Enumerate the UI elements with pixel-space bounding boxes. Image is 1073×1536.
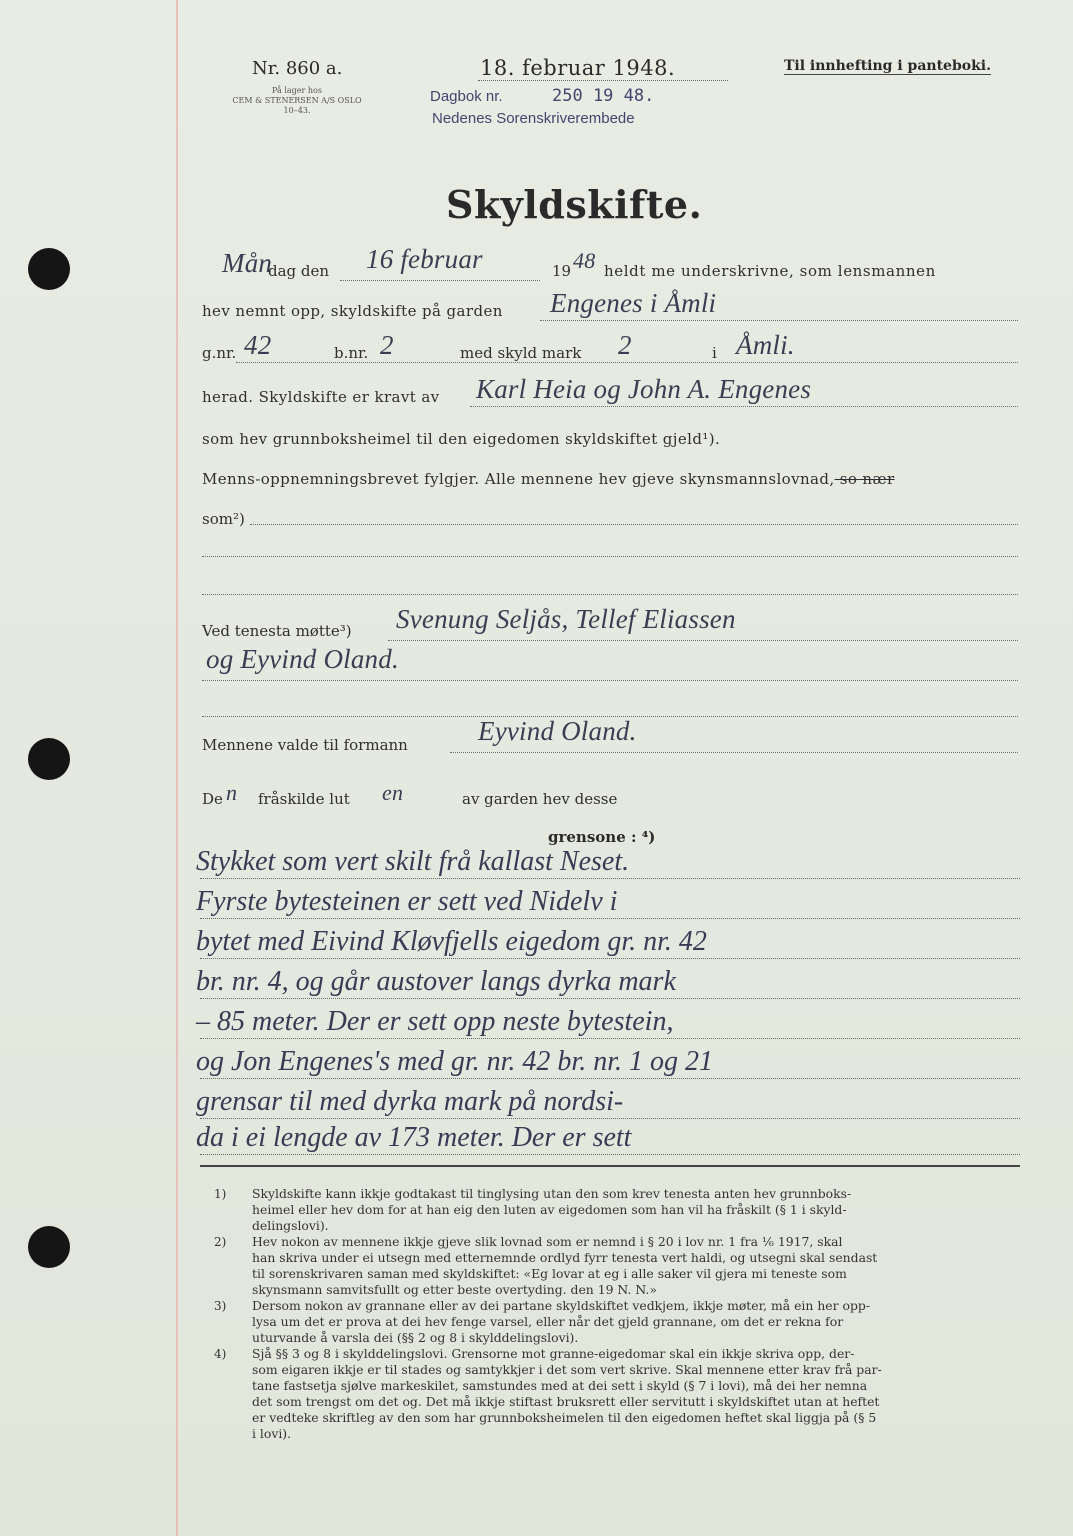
skyld-hand: 2: [618, 330, 632, 360]
av-garden-label: av garden hev desse: [462, 790, 618, 808]
garden-hand: Engenes i Åmli: [550, 288, 717, 318]
formann-label: Mennene valde til formann: [202, 736, 408, 754]
lut-hand: en: [382, 780, 404, 805]
footnote-1: Skyldskifte kann ikkje godtakast til tinglysing utan den som krev tenesta anten hev grunnboks- heimel eller hev dom for at han eig den luten av eigedomen som han vil ha fråskilt (§ 1 i skyld- delingslovi).: [252, 1186, 852, 1233]
den-hand: n: [226, 780, 238, 805]
footnote-2: Hev nokon av mennene ikkje gjeve slik lovnad som er nemnd i § 20 i lov nr. 1 fra ⅙ 1917, skal han skriva under ei utsegn med etternemnde ordlyd fyrr tenesta vert haldi, og utsegni skal sendast til sorenskrivaren saman med skyldskiftet: «Eg lovar at eg i alle saker vil gjera mi teneste som skynsmann samvitsfullt og etter beste overtyding. den 19 N. N.»: [252, 1234, 878, 1297]
den-label: De: [202, 790, 223, 808]
stamp-dagbok-label: Dagbok nr.: [430, 88, 503, 105]
form-number: Nr. 860 a.: [252, 58, 343, 79]
gnr-hand: 42: [244, 330, 272, 360]
bnr-label: b.nr.: [334, 344, 369, 362]
grensone-label: grensone : ⁴): [548, 828, 656, 846]
stamp-office-name: Nedenes Sorenskriverembede: [432, 110, 635, 127]
grunnbok-label: som hev grunnboksheimel til den eigedomen skyldskiftet gjeld¹).: [202, 430, 721, 448]
i-label: i: [712, 344, 717, 362]
margin-line: [176, 0, 178, 1536]
skyld-label: med skyld mark: [460, 344, 582, 362]
ved-tenesta-hand-2: og Eyvind Oland.: [206, 644, 399, 674]
footnote-1-number: 1): [214, 1187, 227, 1201]
boundary-line-4: br. nr. 4, og går austover langs dyrka mark: [196, 966, 676, 997]
punch-hole: [28, 738, 70, 780]
ved-tenesta-hand-1: Svenung Seljås, Tellef Eliassen: [396, 604, 736, 634]
footnote-2-number: 2): [214, 1235, 227, 1249]
til-innhefting-note: Til innhefting i panteboki.: [784, 58, 991, 74]
garden-label: hev nemnt opp, skyldskifte på garden: [202, 302, 503, 320]
footnote-rule: [200, 1165, 1020, 1167]
herad-hand: Åmli.: [736, 330, 795, 360]
formann-hand: Eyvind Oland.: [478, 716, 637, 746]
boundary-line-7: grensar til med dyrka mark på nordsi-: [196, 1086, 624, 1117]
year-prefix: 19: [552, 262, 572, 280]
kravt-hand: Karl Heia og John A. Engenes: [476, 374, 812, 404]
date-underline: [478, 80, 728, 81]
footnote-4: Sjå §§ 3 og 8 i skylddelingslovi. Grensorne mot granne-eigedomar skal ein ikkje skriva opp, der- som eigaren ikkje er til stades og samtykkjer i det som vert skrive. Skal mennene etter krav frå par- tane fastsetja sjølve markeskilet, samstundes med at dei sett i skyld (§ 7 i lovi), må dei her nemna det som trengst om det og. Det må ikkje stiftast bruksrett eller servitutt i skyldskiftet utan at heftet er vedteke skriftleg av den som har grunnboksheimelen til den eigedomen heftet skal liggja på (§ 5 i lovi).: [252, 1346, 882, 1441]
menns-label: Menns-oppnemningsbrevet fylgjer. Alle mennene hev gjeve skynsmannslovnad, so nær: [202, 470, 895, 488]
stamp-dagbok-number: 250 19 48.: [552, 86, 655, 106]
boundary-line-1: Stykket som vert skilt frå kallast Neset.: [196, 846, 630, 877]
year-hand: 48: [573, 248, 596, 273]
footnote-3: Dersom nokon av grannane eller av dei partane skyldskiftet vedkjem, ikkje møter, må ein her opp- lysa um det er prova at dei hev fenge varsel, eller når det gjeld grannane, om det er rekna for uturvande å varsla dei (§§ 2 og 8 i skylddelingslovi).: [252, 1298, 871, 1345]
fraskilde-label: fråskilde lut: [258, 790, 350, 808]
printer-imprint: På lager hos CEM & STENERSEN A/S OSLO 10–43.: [232, 86, 362, 115]
boundary-line-2: Fyrste bytesteinen er sett ved Nidelv i: [196, 886, 618, 917]
som-label: som²): [202, 510, 245, 528]
intro-text: heldt me underskrivne, som lensmannen: [604, 262, 936, 280]
bnr-hand: 2: [380, 330, 394, 360]
boundary-line-6: og Jon Engenes's med gr. nr. 42 br. nr. 1 og 21: [196, 1046, 713, 1077]
footnote-3-number: 3): [214, 1299, 227, 1313]
punch-hole: [28, 248, 70, 290]
boundary-line-8: da i ei lengde av 173 meter. Der er sett: [196, 1122, 632, 1153]
herad-label: herad. Skyldskifte er kravt av: [202, 388, 440, 406]
page-title: Skyldskifte.: [446, 182, 703, 227]
punch-hole: [28, 1226, 70, 1268]
date-hand: 16 februar: [366, 244, 483, 274]
ved-tenesta-label: Ved tenesta møtte³): [202, 622, 352, 640]
footnote-4-number: 4): [214, 1347, 227, 1361]
boundary-line-3: bytet med Eivind Kløvfjells eigedom gr. nr. 42: [196, 926, 707, 957]
day-prefix-hand: Mån: [222, 248, 273, 278]
gnr-label: g.nr.: [202, 344, 237, 362]
boundary-line-5: – 85 meter. Der er sett opp neste bytestein,: [196, 1006, 674, 1037]
document-date: 18. februar 1948.: [480, 56, 676, 80]
dag-den-label: dag den: [268, 262, 330, 280]
